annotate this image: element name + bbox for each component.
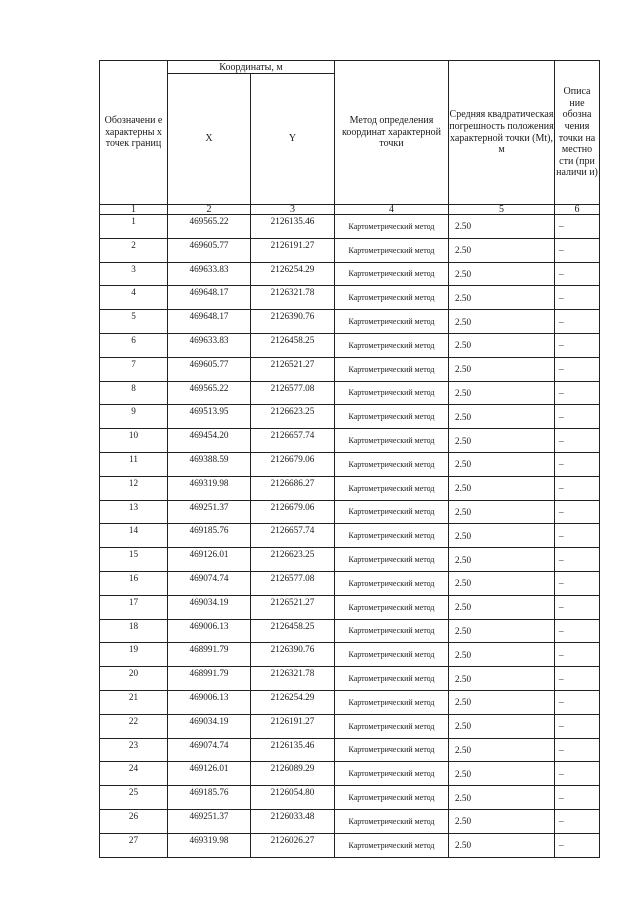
error-cell: 2.50 xyxy=(449,690,555,714)
x-coordinate-cell: 469605.77 xyxy=(168,357,251,381)
point-id-cell: 2 xyxy=(100,238,168,262)
x-coordinate-cell: 469319.98 xyxy=(168,476,251,500)
header-method: Метод определения координат характерной точки xyxy=(335,61,449,205)
description-cell: – xyxy=(555,333,600,357)
column-number-row xyxy=(100,205,600,215)
table-row xyxy=(100,738,600,762)
error-cell: 2.50 xyxy=(449,500,555,524)
description-cell: – xyxy=(555,262,600,286)
description-cell: – xyxy=(555,476,600,500)
header-coordinates-group: Координаты, м xyxy=(168,61,335,74)
error-cell: 2.50 xyxy=(449,357,555,381)
x-coordinate-cell: 469074.74 xyxy=(168,571,251,595)
x-coordinate-cell: 469251.37 xyxy=(168,809,251,833)
error-cell: 2.50 xyxy=(449,429,555,453)
point-id-cell: 21 xyxy=(100,690,168,714)
column-number: 2 xyxy=(168,205,251,215)
method-cell: Картометрический метод xyxy=(335,690,449,714)
y-coordinate-cell: 2126191.27 xyxy=(251,238,335,262)
x-coordinate-cell: 469126.01 xyxy=(168,548,251,572)
y-coordinate-cell: 2126054.80 xyxy=(251,786,335,810)
point-id-cell: 8 xyxy=(100,381,168,405)
method-cell: Картометрический метод xyxy=(335,714,449,738)
point-id-cell: 26 xyxy=(100,809,168,833)
table-row xyxy=(100,809,600,833)
x-coordinate-cell: 469251.37 xyxy=(168,500,251,524)
description-cell: – xyxy=(555,643,600,667)
x-coordinate-cell: 469454.20 xyxy=(168,429,251,453)
x-coordinate-cell: 469388.59 xyxy=(168,452,251,476)
error-cell: 2.50 xyxy=(449,809,555,833)
description-cell: – xyxy=(555,595,600,619)
y-coordinate-cell: 2126390.76 xyxy=(251,310,335,334)
error-cell: 2.50 xyxy=(449,595,555,619)
point-id-cell: 15 xyxy=(100,548,168,572)
method-cell: Картометрический метод xyxy=(335,762,449,786)
y-coordinate-cell: 2126657.74 xyxy=(251,524,335,548)
x-coordinate-cell: 469513.95 xyxy=(168,405,251,429)
method-cell: Картометрический метод xyxy=(335,452,449,476)
point-id-cell: 25 xyxy=(100,786,168,810)
column-number: 1 xyxy=(100,205,168,215)
method-cell: Картометрический метод xyxy=(335,476,449,500)
error-cell: 2.50 xyxy=(449,524,555,548)
x-coordinate-cell: 469648.17 xyxy=(168,310,251,334)
method-cell: Картометрический метод xyxy=(335,738,449,762)
error-cell: 2.50 xyxy=(449,786,555,810)
method-cell: Картометрический метод xyxy=(335,262,449,286)
y-coordinate-cell: 2126191.27 xyxy=(251,714,335,738)
x-coordinate-cell: 469074.74 xyxy=(168,738,251,762)
x-coordinate-cell: 469034.19 xyxy=(168,595,251,619)
point-id-cell: 10 xyxy=(100,429,168,453)
point-id-cell: 16 xyxy=(100,571,168,595)
y-coordinate-cell: 2126577.08 xyxy=(251,571,335,595)
method-cell: Картометрический метод xyxy=(335,595,449,619)
table-row xyxy=(100,429,600,453)
error-cell: 2.50 xyxy=(449,571,555,595)
table-row xyxy=(100,357,600,381)
x-coordinate-cell: 469126.01 xyxy=(168,762,251,786)
point-id-cell: 9 xyxy=(100,405,168,429)
method-cell: Картометрический метод xyxy=(335,215,449,239)
description-cell: – xyxy=(555,738,600,762)
header-mean-square-error: Средняя квадратическая погрешность положения характерной точки (Mt), м xyxy=(449,61,555,205)
x-coordinate-cell: 469185.76 xyxy=(168,786,251,810)
description-cell: – xyxy=(555,452,600,476)
header-x: X xyxy=(168,74,251,205)
y-coordinate-cell: 2126390.76 xyxy=(251,643,335,667)
y-coordinate-cell: 2126089.29 xyxy=(251,762,335,786)
point-id-cell: 6 xyxy=(100,333,168,357)
method-cell: Картометрический метод xyxy=(335,381,449,405)
point-id-cell: 27 xyxy=(100,833,168,857)
method-cell: Картометрический метод xyxy=(335,571,449,595)
y-coordinate-cell: 2126321.78 xyxy=(251,286,335,310)
table-row xyxy=(100,762,600,786)
method-cell: Картометрический метод xyxy=(335,667,449,691)
description-cell: – xyxy=(555,548,600,572)
table-row xyxy=(100,595,600,619)
y-coordinate-cell: 2126458.25 xyxy=(251,619,335,643)
method-cell: Картометрический метод xyxy=(335,310,449,334)
description-cell: – xyxy=(555,714,600,738)
table-row xyxy=(100,571,600,595)
error-cell: 2.50 xyxy=(449,333,555,357)
point-id-cell: 23 xyxy=(100,738,168,762)
error-cell: 2.50 xyxy=(449,215,555,239)
description-cell: – xyxy=(555,381,600,405)
point-id-cell: 20 xyxy=(100,667,168,691)
table-row xyxy=(100,238,600,262)
table-row xyxy=(100,833,600,857)
point-id-cell: 5 xyxy=(100,310,168,334)
table-row xyxy=(100,690,600,714)
description-cell: – xyxy=(555,571,600,595)
y-coordinate-cell: 2126458.25 xyxy=(251,333,335,357)
point-id-cell: 14 xyxy=(100,524,168,548)
table-row xyxy=(100,714,600,738)
x-coordinate-cell: 469605.77 xyxy=(168,238,251,262)
description-cell: – xyxy=(555,690,600,714)
table-row xyxy=(100,500,600,524)
point-id-cell: 18 xyxy=(100,619,168,643)
method-cell: Картометрический метод xyxy=(335,809,449,833)
y-coordinate-cell: 2126679.06 xyxy=(251,452,335,476)
y-coordinate-cell: 2126254.29 xyxy=(251,262,335,286)
x-coordinate-cell: 469565.22 xyxy=(168,381,251,405)
x-coordinate-cell: 469648.17 xyxy=(168,286,251,310)
error-cell: 2.50 xyxy=(449,476,555,500)
y-coordinate-cell: 2126254.29 xyxy=(251,690,335,714)
error-cell: 2.50 xyxy=(449,310,555,334)
description-cell: – xyxy=(555,405,600,429)
point-id-cell: 7 xyxy=(100,357,168,381)
description-cell: – xyxy=(555,357,600,381)
description-cell: – xyxy=(555,429,600,453)
point-id-cell: 19 xyxy=(100,643,168,667)
x-coordinate-cell: 469565.22 xyxy=(168,215,251,239)
x-coordinate-cell: 468991.79 xyxy=(168,643,251,667)
method-cell: Картометрический метод xyxy=(335,238,449,262)
column-number: 3 xyxy=(251,205,335,215)
y-coordinate-cell: 2126135.46 xyxy=(251,738,335,762)
y-coordinate-cell: 2126033.48 xyxy=(251,809,335,833)
table-row xyxy=(100,452,600,476)
error-cell: 2.50 xyxy=(449,738,555,762)
method-cell: Картометрический метод xyxy=(335,833,449,857)
description-cell: – xyxy=(555,524,600,548)
method-cell: Картометрический метод xyxy=(335,357,449,381)
description-cell: – xyxy=(555,809,600,833)
table-row xyxy=(100,476,600,500)
x-coordinate-cell: 469006.13 xyxy=(168,690,251,714)
error-cell: 2.50 xyxy=(449,833,555,857)
table-row xyxy=(100,215,600,239)
y-coordinate-cell: 2126321.78 xyxy=(251,667,335,691)
point-id-cell: 1 xyxy=(100,215,168,239)
point-id-cell: 11 xyxy=(100,452,168,476)
header-point-designation: Обозначени е характерны х точек границ xyxy=(100,61,168,205)
y-coordinate-cell: 2126623.25 xyxy=(251,548,335,572)
y-coordinate-cell: 2126657.74 xyxy=(251,429,335,453)
method-cell: Картометрический метод xyxy=(335,500,449,524)
error-cell: 2.50 xyxy=(449,548,555,572)
method-cell: Картометрический метод xyxy=(335,786,449,810)
error-cell: 2.50 xyxy=(449,238,555,262)
y-coordinate-cell: 2126521.27 xyxy=(251,595,335,619)
description-cell: – xyxy=(555,238,600,262)
error-cell: 2.50 xyxy=(449,262,555,286)
boundary-points-table xyxy=(99,60,600,858)
x-coordinate-cell: 469006.13 xyxy=(168,619,251,643)
description-cell: – xyxy=(555,667,600,691)
y-coordinate-cell: 2126026.27 xyxy=(251,833,335,857)
error-cell: 2.50 xyxy=(449,452,555,476)
table-row xyxy=(100,381,600,405)
description-cell: – xyxy=(555,786,600,810)
method-cell: Картометрический метод xyxy=(335,333,449,357)
point-id-cell: 3 xyxy=(100,262,168,286)
y-coordinate-cell: 2126679.06 xyxy=(251,500,335,524)
point-id-cell: 12 xyxy=(100,476,168,500)
x-coordinate-cell: 469319.98 xyxy=(168,833,251,857)
x-coordinate-cell: 469633.83 xyxy=(168,262,251,286)
table-row xyxy=(100,619,600,643)
y-coordinate-cell: 2126577.08 xyxy=(251,381,335,405)
column-number: 6 xyxy=(555,205,600,215)
table-row xyxy=(100,333,600,357)
table-row xyxy=(100,286,600,310)
description-cell: – xyxy=(555,619,600,643)
table-row xyxy=(100,310,600,334)
description-cell: – xyxy=(555,215,600,239)
table-row xyxy=(100,667,600,691)
error-cell: 2.50 xyxy=(449,405,555,429)
table-row xyxy=(100,548,600,572)
point-id-cell: 22 xyxy=(100,714,168,738)
method-cell: Картометрический метод xyxy=(335,643,449,667)
table-row xyxy=(100,524,600,548)
point-id-cell: 4 xyxy=(100,286,168,310)
header-row xyxy=(100,61,600,74)
description-cell: – xyxy=(555,833,600,857)
table-row xyxy=(100,262,600,286)
column-number: 5 xyxy=(449,205,555,215)
x-coordinate-cell: 469633.83 xyxy=(168,333,251,357)
error-cell: 2.50 xyxy=(449,714,555,738)
description-cell: – xyxy=(555,500,600,524)
method-cell: Картометрический метод xyxy=(335,405,449,429)
point-id-cell: 17 xyxy=(100,595,168,619)
x-coordinate-cell: 469034.19 xyxy=(168,714,251,738)
y-coordinate-cell: 2126623.25 xyxy=(251,405,335,429)
header-description: Описа ние обозна чения точки на местно сти (при наличи и) xyxy=(555,61,600,205)
error-cell: 2.50 xyxy=(449,667,555,691)
description-cell: – xyxy=(555,762,600,786)
error-cell: 2.50 xyxy=(449,286,555,310)
method-cell: Картометрический метод xyxy=(335,619,449,643)
y-coordinate-cell: 2126135.46 xyxy=(251,215,335,239)
table-row xyxy=(100,786,600,810)
y-coordinate-cell: 2126521.27 xyxy=(251,357,335,381)
column-number: 4 xyxy=(335,205,449,215)
method-cell: Картометрический метод xyxy=(335,429,449,453)
point-id-cell: 13 xyxy=(100,500,168,524)
description-cell: – xyxy=(555,310,600,334)
table-body xyxy=(100,61,600,858)
table-row xyxy=(100,643,600,667)
table-row xyxy=(100,405,600,429)
error-cell: 2.50 xyxy=(449,762,555,786)
x-coordinate-cell: 468991.79 xyxy=(168,667,251,691)
method-cell: Картометрический метод xyxy=(335,548,449,572)
error-cell: 2.50 xyxy=(449,643,555,667)
header-y: Y xyxy=(251,74,335,205)
y-coordinate-cell: 2126686.27 xyxy=(251,476,335,500)
error-cell: 2.50 xyxy=(449,381,555,405)
x-coordinate-cell: 469185.76 xyxy=(168,524,251,548)
error-cell: 2.50 xyxy=(449,619,555,643)
point-id-cell: 24 xyxy=(100,762,168,786)
method-cell: Картометрический метод xyxy=(335,286,449,310)
method-cell: Картометрический метод xyxy=(335,524,449,548)
description-cell: – xyxy=(555,286,600,310)
